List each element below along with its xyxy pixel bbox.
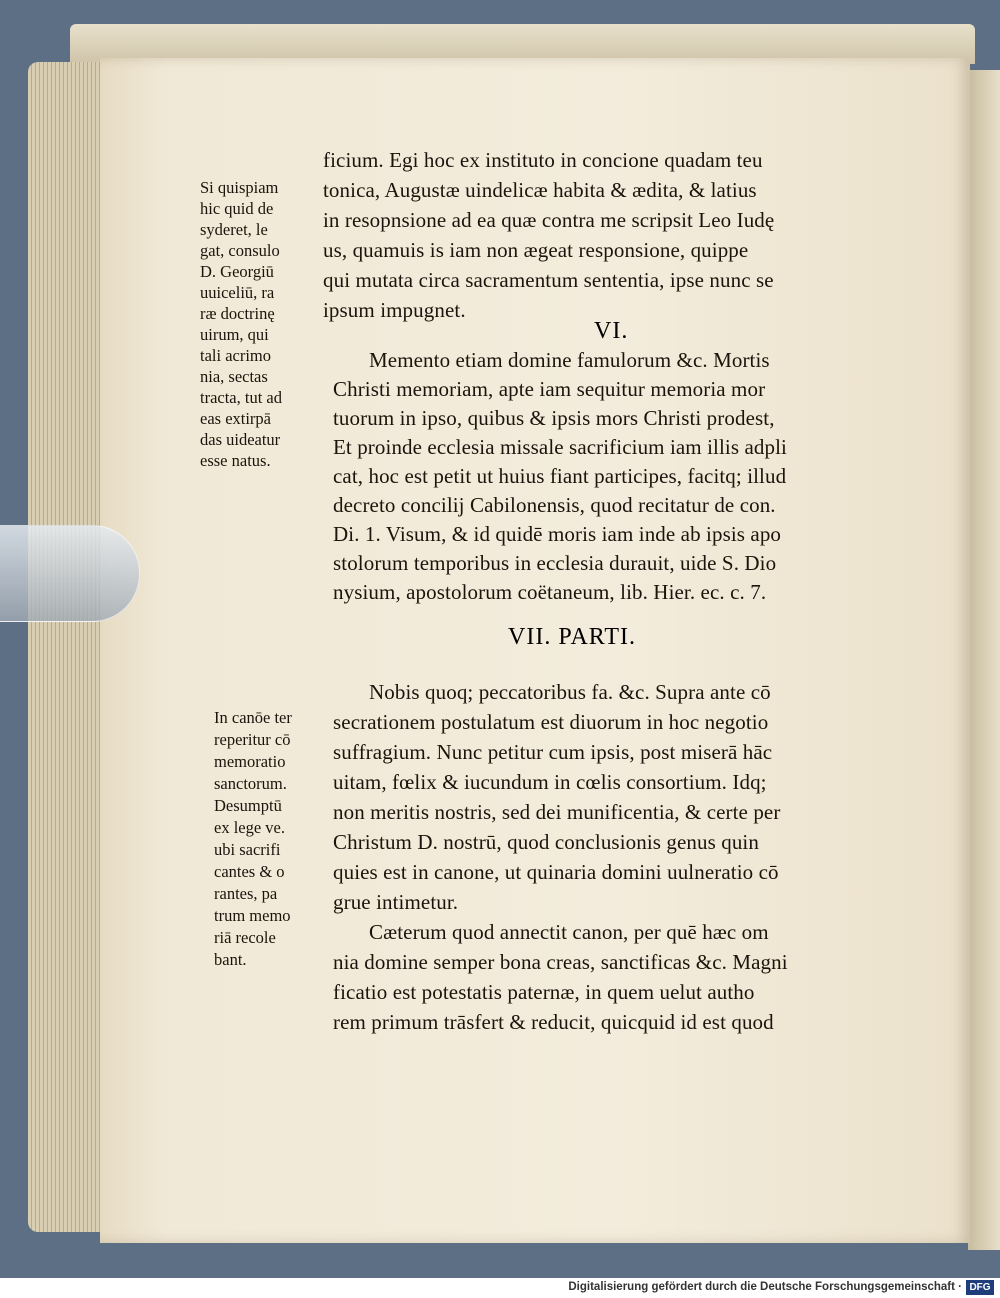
text-line: ficium. Egi hoc ex instituto in concione quadam teu: [323, 148, 763, 172]
margin-line: Desumptū: [214, 796, 282, 815]
text-line: rem primum trāsfert & reducit, quicquid id est quod: [333, 1010, 774, 1034]
dfg-logo: DFG: [966, 1280, 994, 1295]
text-line: non meritis nostris, sed dei munificentia, & certe per: [333, 800, 781, 824]
text-line: cat, hoc est petit ut huius fiant participes, facitq; illud: [333, 464, 787, 488]
page-stack-edge: [28, 62, 108, 1232]
margin-line: ræ doctrinę: [200, 304, 275, 323]
margin-line: reperitur cō: [214, 730, 291, 749]
margin-line: uirum, qui: [200, 325, 269, 344]
margin-line: memoratio: [214, 752, 286, 771]
text-line: Nobis quoq; peccatoribus fa. &c. Supra ante cō: [369, 680, 771, 704]
margin-line: gat, consulo: [200, 241, 280, 260]
margin-line: bant.: [214, 950, 247, 969]
text-line: in resopnsione ad ea quæ contra me scripsit Leo Iudę: [323, 208, 775, 232]
text-line: nia domine semper bona creas, sanctificas &c. Magni: [333, 950, 788, 974]
text-line: ficatio est potestatis paternæ, in quem uelut autho: [333, 980, 755, 1004]
margin-line: nia, sectas: [200, 367, 268, 386]
text-line: tuorum in ipso, quibus & ipsis mors Christi prodest,: [333, 406, 775, 430]
text-line: decreto concilij Cabilonensis, quod recitatur de con.: [333, 493, 776, 517]
text-line: Di. 1. Visum, & id quidē moris iam inde ab ipsis apo: [333, 522, 782, 546]
book-gutter: [968, 70, 1000, 1250]
text-line: suffragium. Nunc petitur cum ipsis, post miserā hāc: [333, 740, 773, 764]
margin-line: tali acrimo: [200, 346, 272, 365]
text-line: tonica, Augustæ uindelicæ habita & ædita, & latius: [323, 178, 757, 202]
footer-bar: [0, 1278, 1000, 1298]
margin-line: uuiceliū, ra: [200, 283, 275, 302]
text-line: quies est in canone, ut quinaria domini uulneratio cō: [333, 860, 779, 884]
glass-page-holder: [0, 525, 140, 622]
text-line: qui mutata circa sacramentum sententia, ipse nunc se: [323, 268, 774, 292]
text-line: Christum D. nostrū, quod conclusionis genus quin: [333, 830, 759, 854]
margin-line: esse natus.: [200, 451, 271, 470]
text-line: ipsum impugnet.: [323, 298, 466, 322]
text-line: secrationem postulatum est diuorum in hoc negotio: [333, 710, 769, 734]
text-line: Christi memoriam, apte iam sequitur memoria mor: [333, 377, 766, 401]
text-line: grue intimetur.: [333, 890, 459, 914]
margin-line: rantes, pa: [214, 884, 278, 903]
margin-line: In canōe ter: [214, 708, 292, 727]
margin-line: trum memo: [214, 906, 291, 925]
text-line: stolorum temporibus in ecclesia durauit, uide S. Dio: [333, 551, 777, 575]
margin-line: ex lege ve.: [214, 818, 286, 837]
margin-line: ubi sacrifi: [214, 840, 281, 859]
section-heading-vii: VII. PARTI.: [508, 624, 637, 650]
text-line: us, quamuis is iam non ægeat responsione, quippe: [323, 238, 749, 262]
margin-line: syderet, le: [200, 220, 268, 239]
text-line: Memento etiam domine famulorum &c. Mortis: [369, 348, 770, 372]
margin-line: riā recole: [214, 928, 276, 947]
funding-credit: Digitalisierung gefördert durch die Deutsche Forschungsgemeinschaft ·: [568, 1281, 962, 1293]
margin-line: cantes & o: [214, 862, 285, 881]
margin-line: das uideatur: [200, 430, 281, 449]
margin-line: tracta, tut ad: [200, 388, 283, 407]
margin-line: sanctorum.: [214, 774, 287, 793]
text-line: nysium, apostolorum coëtaneum, lib. Hier. ec. c. 7.: [333, 580, 767, 604]
margin-line: hic quid de: [200, 199, 274, 218]
margin-line: D. Georgiū: [200, 262, 274, 281]
text-line: uitam, fœlix & iucundum in cœlis consortium. Idq;: [333, 770, 767, 794]
text-line: Et proinde ecclesia missale sacrificium iam illis adpli: [333, 435, 787, 459]
margin-line: Si quispiam: [200, 178, 279, 197]
section-heading-vi: VI.: [594, 318, 629, 344]
text-line: Cæterum quod annectit canon, per quē hæc om: [369, 920, 769, 944]
margin-line: eas extirpā: [200, 409, 272, 428]
